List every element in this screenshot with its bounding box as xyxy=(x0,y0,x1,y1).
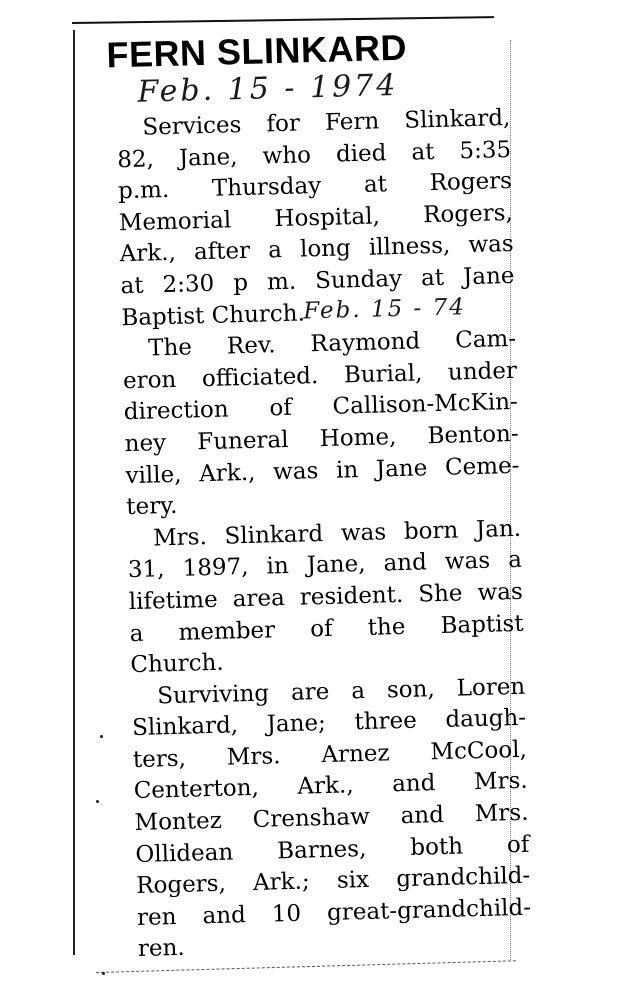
text-line: ters, Mrs. Arnez McCool, xyxy=(132,736,528,773)
text-line: direction of Callison-McKin- xyxy=(123,389,519,426)
text-line: at 2:30 p m. Sunday at Jane xyxy=(120,262,515,300)
text-line: Services for Fern Slinkard, xyxy=(142,104,511,141)
text-line: 31, 1897, in Jane, and was a xyxy=(127,547,523,584)
text-line: ney Funeral Home, Benton- xyxy=(124,420,519,458)
paragraph-officiant xyxy=(96,324,521,524)
print-speck xyxy=(100,735,103,738)
clipping-edge-top xyxy=(72,16,494,24)
text-line: ren. xyxy=(137,935,185,963)
text-line: Surviving are a son, Loren xyxy=(156,673,526,710)
text-line: Mrs. Slinkard was born Jan. xyxy=(152,515,522,552)
paragraph-survivors xyxy=(105,671,532,966)
handwritten-date-inline-annotation: Feb. 15 - 74 xyxy=(302,294,467,325)
obituary-headline: FERN SLINKARD xyxy=(105,26,408,76)
text-line: Memorial Hospital, Rogers, xyxy=(118,199,514,237)
text-line: Baptist Church. xyxy=(121,299,306,331)
text-line: Ark., after a long illness, was xyxy=(119,231,514,268)
text-line: Ollidean Barnes, both of xyxy=(135,831,530,868)
text-line: 82, Jane, who died at 5:35 xyxy=(116,136,512,173)
print-speck xyxy=(102,972,105,975)
clipping-edge-left xyxy=(73,30,75,955)
text-line: The Rev. Raymond Cam- xyxy=(147,326,517,362)
newspaper-clipping xyxy=(88,25,532,967)
paragraph-biography xyxy=(101,514,525,683)
text-line: ville, Ark., was in Jane Ceme- xyxy=(125,452,520,489)
handwritten-date-annotation: Feb. 15 - 1974 xyxy=(137,67,399,110)
text-line: Centerton, Ark., and Mrs. xyxy=(133,768,528,805)
obituary-body xyxy=(90,103,532,967)
text-line: a member of the Baptist xyxy=(129,610,524,647)
text-line: Rogers, Ark.; six grandchild- xyxy=(135,862,531,900)
text-line: tery. xyxy=(126,492,178,521)
text-line: Church. xyxy=(130,649,225,679)
print-speck xyxy=(96,800,99,803)
text-line: p.m. Thursday at Rogers xyxy=(117,168,513,205)
text-line: Montez Crenshaw and Mrs. xyxy=(134,799,529,837)
text-line: Slinkard, Jane; three daugh- xyxy=(131,705,527,742)
text-line: lifetime area resident. She was xyxy=(128,578,524,616)
text-line: eron officiated. Burial, under xyxy=(122,357,518,394)
text-line: ren and 10 great-grandchild- xyxy=(136,894,532,931)
